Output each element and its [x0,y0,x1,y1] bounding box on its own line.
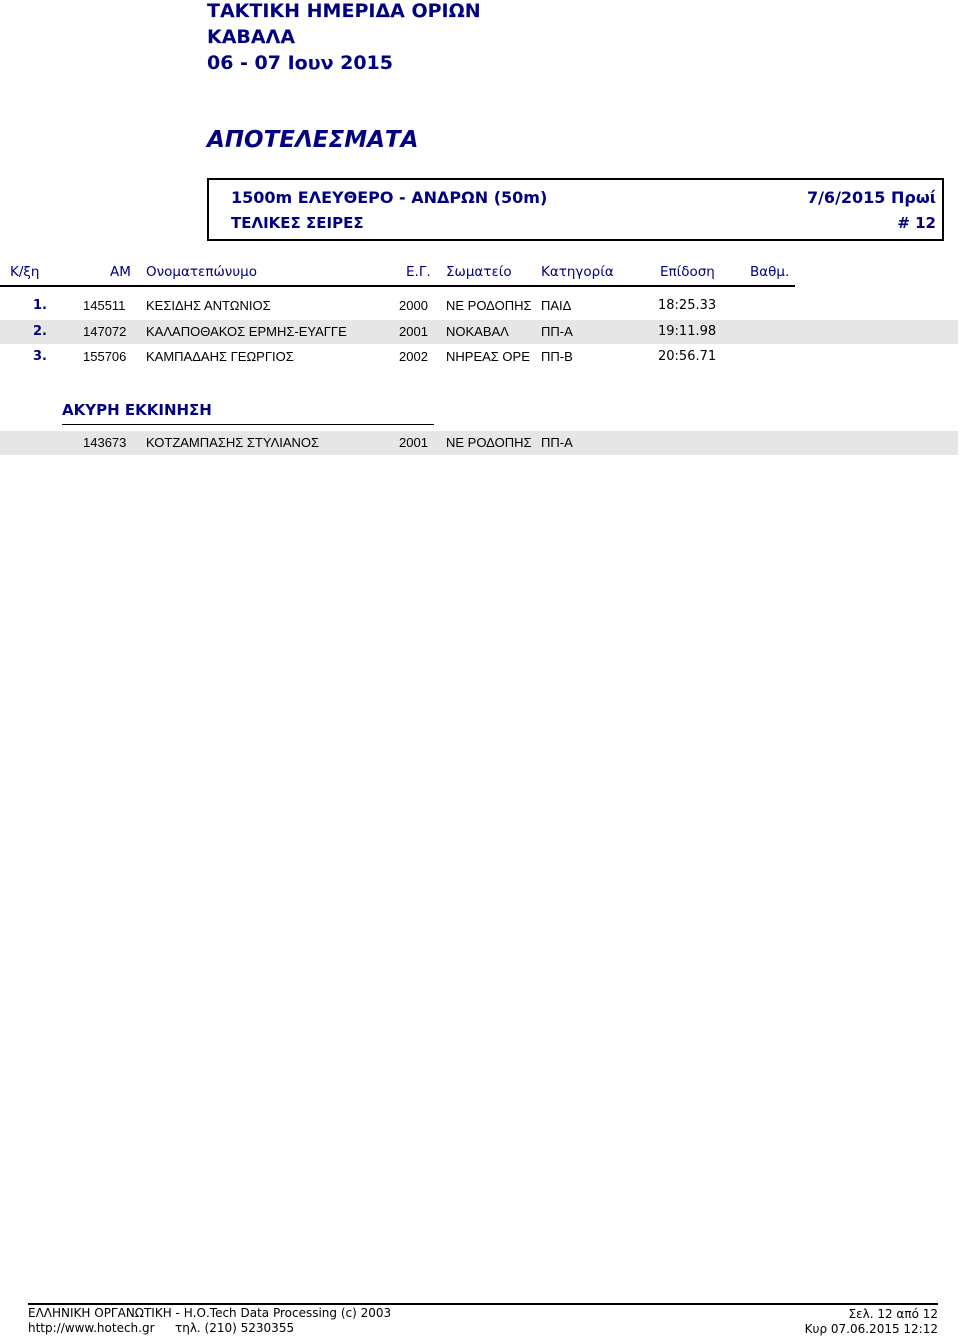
invalid-club: ΝΕ ΡΟΔΟΠΗΣ [446,435,532,450]
column-header-points: Βαθμ. [750,264,790,280]
event-date-session: 7/6/2015 Πρωί [806,188,936,207]
footer-phone: τηλ. (210) 5230355 [175,1321,295,1335]
invalid-start-divider [62,424,434,425]
result-category: ΠΠ-Β [541,349,573,364]
result-category: ΠΠ-Α [541,324,573,339]
result-yob: 2001 [399,324,428,339]
result-club: ΝΟΚΑΒΑΛ [446,324,509,339]
result-name: ΚΑΜΠΑΔΑΗΣ ΓΕΩΡΓΙΟΣ [146,349,294,364]
result-name: ΚΑΛΑΠΟΘΑΚΟΣ ΕΡΜΗΣ-ΕΥΑΓΓΕ [146,324,347,339]
result-club: ΝΕ ΡΟΔΟΠΗΣ [446,298,532,313]
invalid-name: ΚΟΤΖΑΜΠΑΣΗΣ ΣΤΥΛΙΑΝΟΣ [146,435,320,450]
event-number: # 12 [897,214,936,232]
result-am: 155706 [83,349,127,364]
result-rank: 1. [33,298,47,313]
footer-company: ΕΛΛΗΝΙΚΗ ΟΡΓΑΝΩΤΙΚΗ - Η.Ο.Tech Data Processing (c) 2003 [28,1306,392,1320]
result-rank: 3. [33,349,47,364]
header-divider [0,285,795,287]
meet-dates: 06 - 07 Ιουν 2015 [207,52,394,74]
meet-city: ΚΑΒΑΛΑ [207,26,296,48]
result-yob: 2002 [399,349,428,364]
result-category: ΠΑΙΔ [541,298,572,313]
column-header-yob: Ε.Γ. [406,264,431,280]
column-header-club: Σωματείο [446,264,512,280]
footer-divider [28,1303,938,1305]
column-header-category: Κατηγορία [541,264,614,280]
event-round: ΤΕΛΙΚΕΣ ΣΕΙΡΕΣ [231,214,364,232]
table-row [0,320,958,344]
result-rank: 2. [33,324,47,339]
column-header-performance: Επίδοση [660,264,715,280]
column-header-rank: Κ/ξη [10,264,40,280]
invalid-category: ΠΠ-Α [541,435,573,450]
result-performance: 18:25.33 [658,298,717,313]
result-performance: 20:56.71 [658,349,717,364]
footer-page: Σελ. 12 από 12 [848,1307,938,1321]
invalid-start-title: ΑΚΥΡΗ ΕΚΚΙΝΗΣΗ [62,401,212,419]
section-title: ΑΠΟΤΕΛΕΣΜΑΤΑ [207,127,419,153]
result-name: ΚΕΣΙΔΗΣ ΑΝΤΩΝΙΟΣ [146,298,271,313]
meet-title: ΤΑΚΤΙΚΗ ΗΜΕΡΙΔΑ ΟΡΙΩΝ [207,0,481,22]
footer-url[interactable]: http://www.hotech.gr [28,1321,155,1335]
column-header-name: Ονοματεπώνυμο [146,264,257,280]
table-row [0,294,958,318]
column-header-am: ΑΜ [110,264,131,280]
result-am: 147072 [83,324,127,339]
result-club: ΝΗΡΕΑΣ ΟΡΕ [446,349,530,364]
footer-printed: Κυρ 07.06.2015 12:12 [804,1322,938,1336]
event-name: 1500m ΕΛΕΥΘΕΡΟ - ΑΝΔΡΩΝ (50m) [231,188,548,207]
result-am: 145511 [83,298,126,313]
table-row [0,431,958,455]
event-box [207,178,944,241]
invalid-am: 143673 [83,435,127,450]
invalid-yob: 2001 [399,435,428,450]
result-performance: 19:11.98 [658,324,717,339]
result-yob: 2000 [399,298,428,313]
table-row [0,345,958,369]
